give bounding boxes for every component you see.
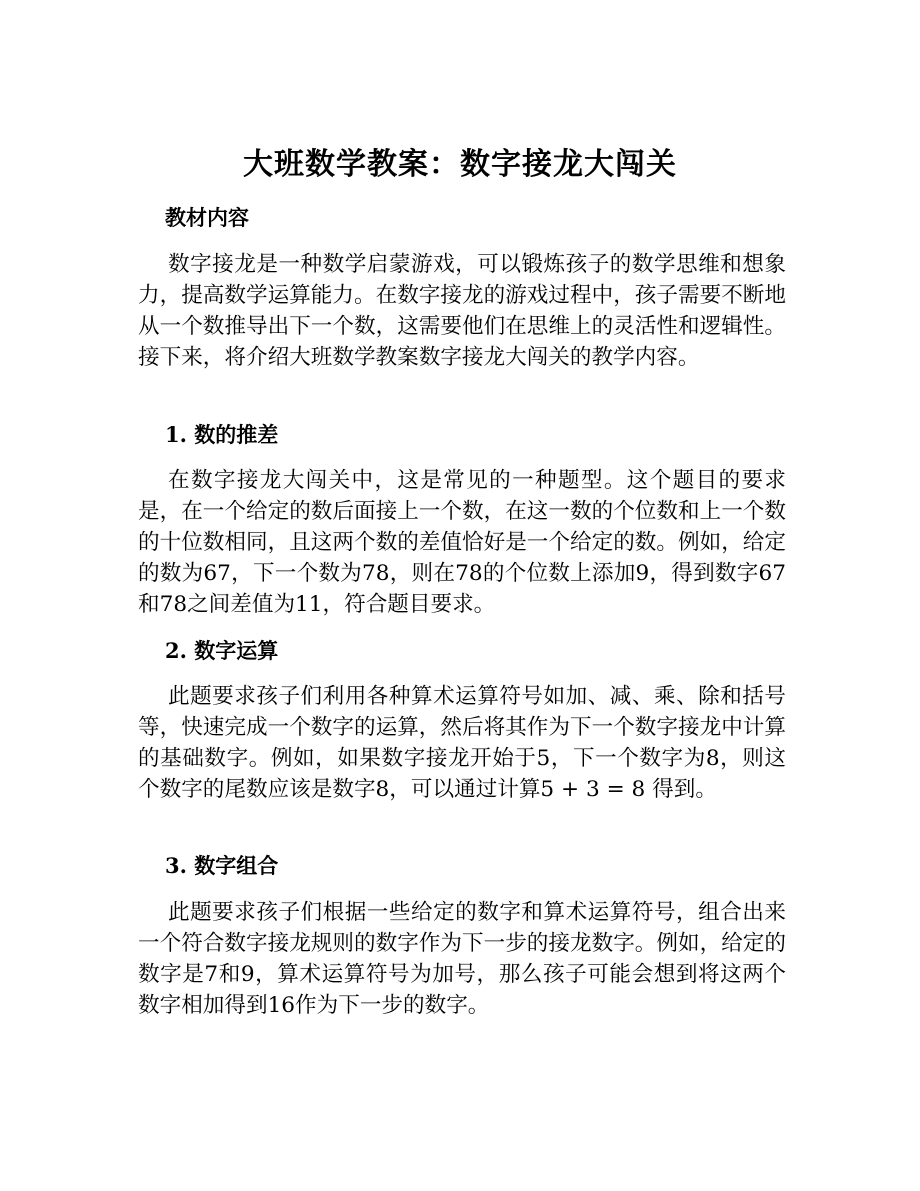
section-body-number-combination: 此题要求孩子们根据一些给定的数字和算术运算符号，组合出来一个符合数字接龙规则的数字作为下一步的接龙数字。例如，给定的数字是7和9，算术运算符号为加号，那么孩子可能会想到将这两个数字相加得到16作为下一步的数字。 — [138, 900, 786, 1018]
section-heading-number-combination: 3. 数字组合 — [165, 853, 279, 878]
section-heading-materials: 教材内容 — [165, 205, 249, 230]
section-body-materials: 数字接龙是一种数学启蒙游戏，可以锻炼孩子的数学思维和想象力，提高数学运算能力。在数字接龙的游戏过程中，孩子需要不断地从一个数推导出下一个数，这需要他们在思维上的灵活性和逻辑性。接下来，将介绍大班数学教案数字接龙大闯关的教学内容。 — [138, 252, 786, 370]
section-body-number-difference: 在数字接龙大闯关中，这是常见的一种题型。这个题目的要求是，在一个给定的数后面接上一个数，在这一数的个位数和上一个数的十位数相同，且这两个数的差值恰好是一个给定的数。例如，给定的数为67，下一个数为78，则在78的个位数上添加9，得到数字67和78之间差值为11，符合题目要求。 — [138, 468, 786, 617]
section-heading-number-difference: 1. 数的推差 — [165, 422, 279, 447]
document-title: 大班数学教案：数字接龙大闯关 — [243, 147, 677, 182]
section-heading-number-operation: 2. 数字运算 — [165, 638, 279, 663]
section-body-number-operation: 此题要求孩子们利用各种算术运算符号如加、减、乘、除和括号等，快速完成一个数字的运算，然后将其作为下一个数字接龙中计算的基础数字。例如，如果数字接龙开始于5，下一个数字为8，则这个数字的尾数应该是数字8，可以通过计算5 + 3 = 8 得到。 — [138, 684, 786, 802]
